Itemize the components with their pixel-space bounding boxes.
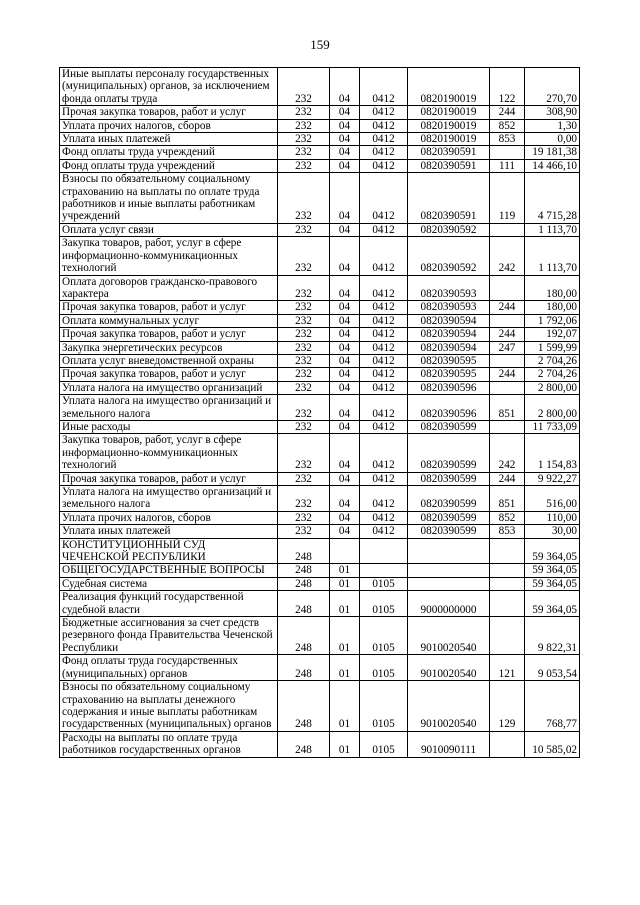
amount: 2 800,00 (525, 381, 580, 394)
code-cs: 0820390594 (408, 314, 490, 327)
table-row (60, 68, 580, 106)
table-row (60, 731, 580, 757)
table-row (60, 275, 580, 301)
code-rz: 04 (330, 237, 360, 275)
table-row (60, 511, 580, 524)
code-gr: 232 (278, 237, 330, 275)
code-cs: 0820390596 (408, 395, 490, 421)
amount: 14 466,10 (525, 159, 580, 172)
code-gr: 248 (278, 577, 330, 590)
code-pr: 0412 (360, 133, 408, 146)
code-vr: 851 (490, 395, 525, 421)
code-rz: 04 (330, 119, 360, 132)
table-row (60, 577, 580, 590)
amount: 308,90 (525, 106, 580, 119)
code-rz: 04 (330, 381, 360, 394)
expense-name: Оплата договоров гражданско-правового характера (60, 275, 278, 301)
code-vr: 244 (490, 301, 525, 314)
code-gr: 248 (278, 564, 330, 577)
code-rz: 04 (330, 525, 360, 538)
code-pr: 0412 (360, 328, 408, 341)
table-row (60, 420, 580, 433)
amount: 1,30 (525, 119, 580, 132)
code-vr: 851 (490, 486, 525, 512)
code-cs: 0820390592 (408, 237, 490, 275)
code-gr: 232 (278, 341, 330, 354)
code-vr (490, 314, 525, 327)
code-rz: 04 (330, 68, 360, 106)
expense-name: Иные расходы (60, 420, 278, 433)
expense-name: Судебная система (60, 577, 278, 590)
code-gr: 232 (278, 511, 330, 524)
code-rz: 04 (330, 486, 360, 512)
amount: 9 053,54 (525, 655, 580, 681)
table-row (60, 591, 580, 617)
code-pr: 0412 (360, 223, 408, 236)
code-gr: 232 (278, 275, 330, 301)
table-row (60, 368, 580, 381)
code-vr: 244 (490, 106, 525, 119)
code-cs: 0820190019 (408, 133, 490, 146)
code-vr (490, 538, 525, 564)
code-cs: 0820390593 (408, 301, 490, 314)
amount: 180,00 (525, 301, 580, 314)
code-rz: 04 (330, 159, 360, 172)
expense-name: Расходы на выплаты по оплате труда работников государственных органов (60, 731, 278, 757)
code-pr: 0412 (360, 106, 408, 119)
code-pr: 0412 (360, 68, 408, 106)
expense-name: Уплата прочих налогов, сборов (60, 119, 278, 132)
table-row (60, 472, 580, 485)
code-cs: 0820390593 (408, 275, 490, 301)
amount: 59 364,05 (525, 577, 580, 590)
code-pr: 0412 (360, 511, 408, 524)
code-pr: 0412 (360, 301, 408, 314)
code-gr: 232 (278, 223, 330, 236)
code-vr: 119 (490, 173, 525, 224)
code-rz: 01 (330, 591, 360, 617)
code-cs: 0820190019 (408, 106, 490, 119)
code-rz: 01 (330, 577, 360, 590)
table-row (60, 617, 580, 655)
code-cs (408, 538, 490, 564)
code-gr: 232 (278, 119, 330, 132)
table-row (60, 681, 580, 732)
code-pr: 0412 (360, 486, 408, 512)
code-gr: 232 (278, 354, 330, 367)
code-pr (360, 538, 408, 564)
code-pr: 0105 (360, 577, 408, 590)
code-gr: 232 (278, 173, 330, 224)
table-row (60, 486, 580, 512)
code-rz: 04 (330, 511, 360, 524)
amount: 1 792,06 (525, 314, 580, 327)
table-row (60, 341, 580, 354)
code-rz: 01 (330, 617, 360, 655)
expense-name: Прочая закупка товаров, работ и услуг (60, 328, 278, 341)
expense-name: Уплата иных платежей (60, 133, 278, 146)
code-pr: 0412 (360, 381, 408, 394)
code-pr: 0412 (360, 314, 408, 327)
code-pr: 0412 (360, 354, 408, 367)
amount: 9 822,31 (525, 617, 580, 655)
code-cs: 0820390594 (408, 341, 490, 354)
code-gr: 232 (278, 146, 330, 159)
expense-name: Оплата услуг связи (60, 223, 278, 236)
expense-name: КОНСТИТУЦИОННЫЙ СУД ЧЕЧЕНСКОЙ РЕСПУБЛИКИ (60, 538, 278, 564)
code-pr: 0105 (360, 617, 408, 655)
code-gr: 232 (278, 68, 330, 106)
code-vr: 852 (490, 511, 525, 524)
code-cs: 0820390595 (408, 368, 490, 381)
amount: 4 715,28 (525, 173, 580, 224)
code-rz: 04 (330, 328, 360, 341)
code-gr: 232 (278, 159, 330, 172)
expense-name: Оплата услуг вневедомственной охраны (60, 354, 278, 367)
code-vr: 852 (490, 119, 525, 132)
code-rz: 04 (330, 395, 360, 421)
code-rz: 04 (330, 354, 360, 367)
code-vr (490, 146, 525, 159)
table-row (60, 564, 580, 577)
code-cs: 0820190019 (408, 68, 490, 106)
code-gr: 248 (278, 655, 330, 681)
code-vr: 853 (490, 525, 525, 538)
expense-name: Иные выплаты персоналу государственных (муниципальных) органов, за исключением фонда оплаты труда (60, 68, 278, 106)
code-cs: 0820390595 (408, 354, 490, 367)
code-cs: 0820390599 (408, 486, 490, 512)
table-row (60, 106, 580, 119)
amount: 59 364,05 (525, 591, 580, 617)
code-vr (490, 354, 525, 367)
amount: 1 113,70 (525, 237, 580, 275)
code-gr: 232 (278, 395, 330, 421)
code-gr: 232 (278, 328, 330, 341)
code-rz: 04 (330, 314, 360, 327)
code-vr (490, 420, 525, 433)
amount: 59 364,05 (525, 538, 580, 564)
code-vr (490, 564, 525, 577)
amount: 110,00 (525, 511, 580, 524)
code-cs: 0820390599 (408, 511, 490, 524)
code-rz: 04 (330, 472, 360, 485)
code-gr: 248 (278, 617, 330, 655)
code-gr: 232 (278, 420, 330, 433)
code-vr (490, 577, 525, 590)
code-rz: 04 (330, 301, 360, 314)
table-row (60, 434, 580, 472)
code-cs (408, 577, 490, 590)
code-rz (330, 538, 360, 564)
code-vr (490, 591, 525, 617)
table-row (60, 314, 580, 327)
table-row (60, 381, 580, 394)
expense-name: Фонд оплаты труда учреждений (60, 159, 278, 172)
code-cs: 9000000000 (408, 591, 490, 617)
expense-name: Бюджетные ассигнования за счет средств резервного фонда Правительства Чеченской Республики (60, 617, 278, 655)
amount: 1 154,83 (525, 434, 580, 472)
code-gr: 248 (278, 591, 330, 617)
expense-name: Взносы по обязательному социальному страхованию на выплаты по оплате труда работников и иные выплаты работникам учреждений (60, 173, 278, 224)
table-row (60, 538, 580, 564)
table-body (60, 68, 580, 758)
table-row (60, 354, 580, 367)
code-cs: 0820390599 (408, 525, 490, 538)
expense-name: Закупка товаров, работ, услуг в сфере информационно-коммуникационных технологий (60, 237, 278, 275)
amount: 2 704,26 (525, 354, 580, 367)
code-pr: 0412 (360, 146, 408, 159)
code-pr: 0412 (360, 420, 408, 433)
table-row (60, 223, 580, 236)
table-row (60, 133, 580, 146)
code-vr (490, 731, 525, 757)
table-row (60, 525, 580, 538)
amount: 2 800,00 (525, 395, 580, 421)
expense-name: Уплата налога на имущество организаций и земельного налога (60, 486, 278, 512)
table-row (60, 301, 580, 314)
table-row (60, 395, 580, 421)
code-cs (408, 564, 490, 577)
expense-name: Прочая закупка товаров, работ и услуг (60, 368, 278, 381)
code-gr: 248 (278, 681, 330, 732)
table-row (60, 237, 580, 275)
code-gr: 232 (278, 368, 330, 381)
amount: 1 113,70 (525, 223, 580, 236)
code-vr: 242 (490, 434, 525, 472)
table-row (60, 655, 580, 681)
code-cs: 0820190019 (408, 119, 490, 132)
code-rz: 01 (330, 731, 360, 757)
table-row (60, 119, 580, 132)
code-vr: 242 (490, 237, 525, 275)
code-rz: 04 (330, 146, 360, 159)
code-cs: 9010020540 (408, 617, 490, 655)
table-row (60, 173, 580, 224)
code-cs: 9010090111 (408, 731, 490, 757)
code-cs: 0820390591 (408, 173, 490, 224)
code-rz: 04 (330, 173, 360, 224)
code-pr: 0412 (360, 119, 408, 132)
amount: 180,00 (525, 275, 580, 301)
code-vr: 244 (490, 328, 525, 341)
code-cs: 0820390599 (408, 472, 490, 485)
amount: 270,70 (525, 68, 580, 106)
amount: 2 704,26 (525, 368, 580, 381)
code-cs: 9010020540 (408, 681, 490, 732)
code-gr: 232 (278, 106, 330, 119)
table-row (60, 159, 580, 172)
code-vr: 853 (490, 133, 525, 146)
code-vr: 129 (490, 681, 525, 732)
code-pr: 0412 (360, 275, 408, 301)
code-vr (490, 223, 525, 236)
expense-name: Уплата налога на имущество организаций и земельного налога (60, 395, 278, 421)
code-gr: 248 (278, 538, 330, 564)
code-pr: 0412 (360, 173, 408, 224)
code-vr (490, 275, 525, 301)
code-cs: 0820390599 (408, 434, 490, 472)
code-vr: 111 (490, 159, 525, 172)
expense-name: Закупка энергетических ресурсов (60, 341, 278, 354)
expense-name: Взносы по обязательному социальному страхованию на выплаты денежного содержания и иные выплаты работникам государственных (муниципальных) органов (60, 681, 278, 732)
expense-name: Оплата коммунальных услуг (60, 314, 278, 327)
expense-name: Прочая закупка товаров, работ и услуг (60, 301, 278, 314)
code-rz: 04 (330, 275, 360, 301)
code-cs: 0820390591 (408, 159, 490, 172)
code-gr: 248 (278, 731, 330, 757)
expense-name: Фонд оплаты труда государственных (муниципальных) органов (60, 655, 278, 681)
code-gr: 232 (278, 301, 330, 314)
code-vr: 121 (490, 655, 525, 681)
code-rz: 04 (330, 420, 360, 433)
code-cs: 0820390591 (408, 146, 490, 159)
code-pr: 0412 (360, 525, 408, 538)
code-rz: 04 (330, 434, 360, 472)
code-rz: 04 (330, 368, 360, 381)
code-pr: 0412 (360, 237, 408, 275)
code-rz: 04 (330, 341, 360, 354)
amount: 516,00 (525, 486, 580, 512)
code-cs: 9010020540 (408, 655, 490, 681)
expense-name: Уплата налога на имущество организаций (60, 381, 278, 394)
expense-name: Уплата прочих налогов, сборов (60, 511, 278, 524)
code-vr (490, 381, 525, 394)
code-gr: 232 (278, 314, 330, 327)
expense-name: Уплата иных платежей (60, 525, 278, 538)
code-vr: 244 (490, 368, 525, 381)
code-cs: 0820390596 (408, 381, 490, 394)
code-pr: 0412 (360, 368, 408, 381)
code-gr: 232 (278, 525, 330, 538)
amount: 19 181,38 (525, 146, 580, 159)
page-number: 159 (310, 37, 330, 52)
code-rz: 01 (330, 681, 360, 732)
expense-name: Прочая закупка товаров, работ и услуг (60, 472, 278, 485)
code-gr: 232 (278, 381, 330, 394)
budget-table (59, 67, 580, 758)
amount: 9 922,27 (525, 472, 580, 485)
code-pr: 0412 (360, 341, 408, 354)
code-rz: 01 (330, 564, 360, 577)
code-rz: 04 (330, 106, 360, 119)
code-vr: 122 (490, 68, 525, 106)
amount: 59 364,05 (525, 564, 580, 577)
code-pr: 0412 (360, 472, 408, 485)
code-pr: 0105 (360, 591, 408, 617)
expense-name: Реализация функций государственной судебной власти (60, 591, 278, 617)
code-pr: 0105 (360, 731, 408, 757)
code-gr: 232 (278, 133, 330, 146)
code-cs: 0820390594 (408, 328, 490, 341)
code-gr: 232 (278, 434, 330, 472)
code-pr: 0105 (360, 681, 408, 732)
amount: 0,00 (525, 133, 580, 146)
code-pr (360, 564, 408, 577)
code-pr: 0412 (360, 395, 408, 421)
code-rz: 01 (330, 655, 360, 681)
expense-name: Фонд оплаты труда учреждений (60, 146, 278, 159)
amount: 1 599,99 (525, 341, 580, 354)
code-vr: 244 (490, 472, 525, 485)
code-vr (490, 617, 525, 655)
code-cs: 0820390599 (408, 420, 490, 433)
expense-name: Закупка товаров, работ, услуг в сфере информационно-коммуникационных технологий (60, 434, 278, 472)
code-gr: 232 (278, 486, 330, 512)
code-rz: 04 (330, 223, 360, 236)
code-cs: 0820390592 (408, 223, 490, 236)
amount: 192,07 (525, 328, 580, 341)
code-vr: 247 (490, 341, 525, 354)
code-gr: 232 (278, 472, 330, 485)
table-row (60, 146, 580, 159)
amount: 30,00 (525, 525, 580, 538)
table-row (60, 328, 580, 341)
code-pr: 0105 (360, 655, 408, 681)
expense-name: ОБЩЕГОСУДАРСТВЕННЫЕ ВОПРОСЫ (60, 564, 278, 577)
expense-name: Прочая закупка товаров, работ и услуг (60, 106, 278, 119)
code-pr: 0412 (360, 159, 408, 172)
code-pr: 0412 (360, 434, 408, 472)
amount: 10 585,02 (525, 731, 580, 757)
code-rz: 04 (330, 133, 360, 146)
amount: 768,77 (525, 681, 580, 732)
amount: 11 733,09 (525, 420, 580, 433)
